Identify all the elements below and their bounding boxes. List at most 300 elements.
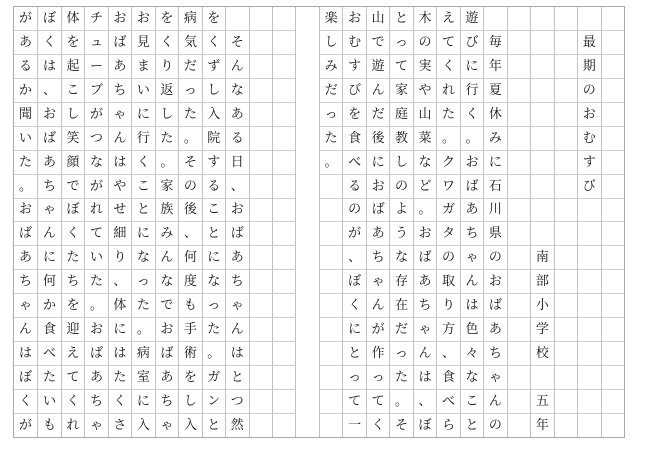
grid-cell: た <box>132 293 154 317</box>
grid-cell <box>250 317 272 341</box>
grid-cell: が <box>343 221 365 245</box>
grid-cell: そ <box>179 150 201 174</box>
grid-cell: た <box>179 102 201 126</box>
grid-cell: し <box>390 150 412 174</box>
grid-cell: 石 <box>484 174 506 198</box>
grid-cell: い <box>85 245 107 269</box>
grid-cell <box>531 150 553 174</box>
grid-cell: 々 <box>461 341 483 365</box>
grid-cell: い <box>38 389 60 413</box>
manuscript-column <box>413 7 436 437</box>
grid-cell: お <box>367 174 389 198</box>
grid-cell: え <box>441 10 455 26</box>
grid-cell <box>508 341 530 365</box>
grid-cell: ク <box>437 150 459 174</box>
grid-cell: を <box>160 10 174 26</box>
grid-cell: が <box>85 102 107 126</box>
grid-cell: ば <box>14 221 37 245</box>
grid-cell: の <box>437 245 459 269</box>
grid-cell: 顔 <box>62 150 84 174</box>
manuscript-column <box>436 7 459 437</box>
grid-cell: だ <box>367 102 389 126</box>
grid-cell: 校 <box>531 341 553 365</box>
grid-cell <box>273 7 295 30</box>
grid-cell: っ <box>390 30 412 54</box>
grid-cell: お <box>14 198 37 222</box>
grid-cell: び <box>461 30 483 54</box>
grid-cell: か <box>38 293 60 317</box>
grid-cell: と <box>203 413 225 437</box>
grid-cell: ぼ <box>62 198 84 222</box>
grid-cell: く <box>14 389 37 413</box>
grid-cell: の <box>179 174 201 198</box>
grid-cell: 方 <box>437 317 459 341</box>
grid-cell: 食 <box>343 126 365 150</box>
grid-cell: ガ <box>437 198 459 222</box>
grid-cell: の <box>484 245 506 269</box>
grid-cell: ん <box>484 389 506 413</box>
grid-cell: 病 <box>183 10 197 26</box>
grid-cell: 院 <box>203 126 225 150</box>
grid-cell: ん <box>414 341 436 365</box>
grid-cell: り <box>156 54 178 78</box>
grid-cell: あ <box>85 365 107 389</box>
grid-cell: ち <box>85 389 107 413</box>
grid-cell: で <box>156 293 178 317</box>
grid-cell <box>273 221 295 245</box>
grid-cell: さ <box>109 413 131 437</box>
grid-cell: お <box>414 221 436 245</box>
grid-cell: 県 <box>484 221 506 245</box>
manuscript-column <box>272 7 295 437</box>
grid-cell: 体 <box>109 293 131 317</box>
grid-cell: く <box>343 293 365 317</box>
grid-cell: 家 <box>156 174 178 198</box>
grid-cell: ゃ <box>367 269 389 293</box>
grid-cell: て <box>390 54 412 78</box>
grid-cell: ゃ <box>85 413 107 437</box>
grid-cell <box>508 293 530 317</box>
grid-cell <box>320 198 342 222</box>
grid-cell: た <box>38 365 60 389</box>
grid-cell: つ <box>85 126 107 150</box>
grid-cell: た <box>320 126 342 150</box>
grid-cell: た <box>437 102 459 126</box>
grid-cell: お <box>348 10 362 26</box>
grid-cell: 何 <box>179 245 201 269</box>
grid-cell: す <box>203 150 225 174</box>
grid-cell: 、 <box>109 269 131 293</box>
grid-cell <box>602 413 624 437</box>
grid-cell <box>602 389 624 413</box>
grid-cell: ち <box>484 341 506 365</box>
grid-cell: い <box>14 126 37 150</box>
manuscript-column <box>530 7 553 437</box>
grid-cell: ん <box>109 126 131 150</box>
grid-cell: こ <box>62 78 84 102</box>
grid-cell <box>508 78 530 102</box>
grid-cell: ん <box>367 78 389 102</box>
grid-cell: 山 <box>414 102 436 126</box>
grid-cell: に <box>109 317 131 341</box>
grid-cell: こ <box>132 174 154 198</box>
grid-cell: た <box>14 150 37 174</box>
grid-cell: ん <box>367 293 389 317</box>
grid-cell: べ <box>343 150 365 174</box>
grid-cell: 。 <box>414 198 436 222</box>
manuscript-column <box>108 7 131 437</box>
grid-cell: う <box>390 221 412 245</box>
grid-cell: と <box>395 10 409 26</box>
grid-cell: な <box>226 78 248 102</box>
grid-cell: な <box>132 245 154 269</box>
grid-cell: ら <box>437 413 459 437</box>
grid-cell: の <box>484 413 506 437</box>
grid-cell: し <box>203 78 225 102</box>
grid-cell: あ <box>461 198 483 222</box>
grid-cell: あ <box>484 317 506 341</box>
grid-cell <box>555 365 577 389</box>
manuscript-column <box>249 7 272 437</box>
grid-cell: あ <box>226 102 248 126</box>
grid-cell: ん <box>461 269 483 293</box>
grid-cell: あ <box>414 269 436 293</box>
grid-cell: ど <box>414 174 436 198</box>
grid-cell: と <box>203 221 225 245</box>
grid-cell: 。 <box>461 126 483 150</box>
grid-cell <box>578 317 600 341</box>
grid-cell: の <box>343 198 365 222</box>
grid-cell <box>555 198 577 222</box>
grid-cell: 一 <box>343 413 365 437</box>
manuscript-sheet <box>13 6 625 438</box>
grid-cell <box>250 389 272 413</box>
grid-cell <box>250 78 272 102</box>
grid-cell: チ <box>89 10 103 26</box>
grid-cell: だ <box>320 78 342 102</box>
grid-cell: 在 <box>390 293 412 317</box>
grid-cell: は <box>38 54 60 78</box>
grid-cell <box>320 341 342 365</box>
grid-cell <box>320 174 342 198</box>
grid-cell <box>250 54 272 78</box>
grid-cell <box>531 365 553 389</box>
grid-cell: だ <box>390 317 412 341</box>
grid-cell: っ <box>132 269 154 293</box>
grid-cell: 。 <box>156 150 178 174</box>
grid-cell: 病 <box>132 341 154 365</box>
grid-cell: に <box>203 245 225 269</box>
grid-cell: を <box>343 102 365 126</box>
grid-cell: 行 <box>461 78 483 102</box>
grid-cell <box>602 245 624 269</box>
grid-cell: こ <box>461 389 483 413</box>
grid-cell: 存 <box>390 269 412 293</box>
grid-cell <box>602 78 624 102</box>
grid-cell: 実 <box>414 54 436 78</box>
grid-cell: は <box>14 341 37 365</box>
grid-cell: た <box>109 365 131 389</box>
grid-cell: ゃ <box>156 413 178 437</box>
grid-cell <box>320 269 342 293</box>
grid-cell: 入 <box>203 102 225 126</box>
grid-cell <box>273 198 295 222</box>
grid-cell <box>273 365 295 389</box>
grid-cell: ち <box>226 269 248 293</box>
grid-cell: ぼ <box>414 413 436 437</box>
grid-cell <box>602 198 624 222</box>
grid-cell: 。 <box>85 293 107 317</box>
grid-cell: 迎 <box>62 317 84 341</box>
grid-cell <box>578 7 600 30</box>
grid-cell: ゃ <box>226 293 248 317</box>
grid-cell <box>531 78 553 102</box>
grid-cell: な <box>461 365 483 389</box>
grid-cell: ば <box>461 174 483 198</box>
grid-cell: 五 <box>531 389 553 413</box>
grid-cell: が <box>85 174 107 198</box>
grid-cell: ち <box>367 245 389 269</box>
grid-cell: ま <box>132 54 154 78</box>
grid-cell <box>531 198 553 222</box>
grid-cell: る <box>14 54 37 78</box>
grid-cell: 族 <box>156 198 178 222</box>
grid-cell <box>250 174 272 198</box>
grid-cell <box>578 341 600 365</box>
grid-cell <box>273 389 295 413</box>
grid-cell: ん <box>14 317 37 341</box>
grid-cell: た <box>390 365 412 389</box>
grid-cell: ゃ <box>461 245 483 269</box>
grid-cell: に <box>132 221 154 245</box>
grid-cell <box>602 102 624 126</box>
grid-cell: む <box>343 30 365 54</box>
grid-cell: ば <box>109 30 131 54</box>
grid-cell: ワ <box>437 174 459 198</box>
grid-cell <box>602 269 624 293</box>
manuscript-column <box>14 7 37 437</box>
grid-cell: く <box>109 389 131 413</box>
grid-cell: ん <box>38 221 60 245</box>
grid-cell: と <box>343 341 365 365</box>
grid-cell: と <box>226 365 248 389</box>
grid-cell: 家 <box>390 78 412 102</box>
grid-cell: く <box>437 54 459 78</box>
grid-cell <box>320 413 342 437</box>
grid-cell: お <box>461 150 483 174</box>
grid-cell <box>555 102 577 126</box>
manuscript-column <box>202 7 225 437</box>
grid-cell: 、 <box>343 245 365 269</box>
grid-cell <box>602 221 624 245</box>
grid-cell: す <box>343 54 365 78</box>
grid-cell <box>273 102 295 126</box>
grid-cell <box>250 293 272 317</box>
grid-cell <box>508 30 530 54</box>
grid-cell <box>273 413 295 437</box>
grid-cell: し <box>179 389 201 413</box>
grid-cell <box>250 245 272 269</box>
grid-cell <box>508 389 530 413</box>
grid-cell: ん <box>226 54 248 78</box>
grid-cell: ぼ <box>43 10 57 26</box>
grid-cell: か <box>14 78 37 102</box>
grid-cell: 返 <box>156 78 178 102</box>
grid-cell: を <box>62 293 84 317</box>
grid-cell: る <box>343 174 365 198</box>
grid-cell <box>508 269 530 293</box>
grid-cell: っ <box>320 102 342 126</box>
grid-cell: ち <box>38 174 60 198</box>
grid-cell: 夏 <box>484 78 506 102</box>
grid-cell: く <box>132 150 154 174</box>
grid-cell <box>320 389 342 413</box>
grid-cell: 木 <box>418 10 432 26</box>
grid-cell <box>250 150 272 174</box>
grid-cell <box>508 317 530 341</box>
grid-cell: 部 <box>531 269 553 293</box>
grid-cell <box>508 221 530 245</box>
grid-cell: お <box>136 10 150 26</box>
grid-cell: な <box>156 269 178 293</box>
grid-cell: び <box>343 78 365 102</box>
grid-cell: ン <box>203 389 225 413</box>
grid-cell: み <box>320 54 342 78</box>
grid-cell <box>602 174 624 198</box>
grid-cell: ゃ <box>414 317 436 341</box>
grid-cell <box>555 245 577 269</box>
grid-cell: ば <box>226 221 248 245</box>
grid-cell: に <box>367 150 389 174</box>
grid-cell <box>508 198 530 222</box>
grid-cell: そ <box>226 30 248 54</box>
grid-cell: ば <box>85 341 107 365</box>
grid-cell: は <box>109 341 131 365</box>
grid-cell: 山 <box>371 10 385 26</box>
grid-cell: せ <box>109 198 131 222</box>
grid-cell: 。 <box>132 317 154 341</box>
grid-cell <box>578 245 600 269</box>
grid-cell <box>484 7 506 30</box>
grid-cell: た <box>156 126 178 150</box>
grid-cell <box>531 7 553 30</box>
grid-cell: ん <box>156 245 178 269</box>
manuscript-column <box>483 7 506 437</box>
grid-cell <box>508 150 530 174</box>
grid-cell: を <box>207 10 221 26</box>
grid-cell <box>250 198 272 222</box>
grid-cell: あ <box>38 150 60 174</box>
grid-cell <box>320 245 342 269</box>
grid-cell <box>602 30 624 54</box>
grid-cell <box>555 150 577 174</box>
grid-cell <box>602 54 624 78</box>
grid-cell <box>273 269 295 293</box>
grid-cell <box>531 102 553 126</box>
grid-cell: 作 <box>367 341 389 365</box>
manuscript-column <box>577 7 600 437</box>
grid-cell: み <box>484 126 506 150</box>
grid-cell: ば <box>414 245 436 269</box>
grid-cell: 、 <box>226 174 248 198</box>
grid-cell: れ <box>437 78 459 102</box>
grid-cell: も <box>38 413 60 437</box>
grid-cell <box>320 221 342 245</box>
grid-cell: 年 <box>531 413 553 437</box>
grid-cell <box>555 78 577 102</box>
grid-cell <box>555 7 577 30</box>
grid-cell: っ <box>390 341 412 365</box>
grid-cell <box>273 245 295 269</box>
manuscript-column <box>178 7 201 437</box>
grid-cell: 最 <box>578 30 600 54</box>
grid-cell <box>508 7 530 30</box>
grid-cell: 。 <box>14 174 37 198</box>
grid-cell: な <box>414 150 436 174</box>
grid-cell: て <box>343 389 365 413</box>
grid-cell: な <box>203 269 225 293</box>
grid-cell <box>531 54 553 78</box>
grid-cell: 気 <box>179 30 201 54</box>
grid-cell <box>250 269 272 293</box>
grid-cell <box>531 126 553 150</box>
grid-cell: ち <box>109 78 131 102</box>
grid-cell: や <box>414 78 436 102</box>
grid-cell: 。 <box>390 389 412 413</box>
grid-cell: 休 <box>484 102 506 126</box>
grid-cell <box>531 174 553 198</box>
grid-cell: ち <box>156 389 178 413</box>
grid-cell: 後 <box>367 126 389 150</box>
grid-cell: ガ <box>203 365 225 389</box>
grid-cell <box>578 413 600 437</box>
grid-cell <box>508 174 530 198</box>
manuscript-column <box>84 7 107 437</box>
manuscript-column <box>366 7 389 437</box>
grid-cell: お <box>38 102 60 126</box>
grid-cell: あ <box>226 245 248 269</box>
grid-cell: タ <box>437 221 459 245</box>
grid-cell <box>508 54 530 78</box>
grid-cell: ゃ <box>484 365 506 389</box>
grid-cell: ゃ <box>38 198 60 222</box>
grid-cell: 聞 <box>14 102 37 126</box>
grid-cell: に <box>38 245 60 269</box>
grid-cell <box>555 293 577 317</box>
grid-cell: ち <box>414 293 436 317</box>
grid-cell: 入 <box>179 413 201 437</box>
grid-cell <box>273 341 295 365</box>
grid-cell <box>273 126 295 150</box>
grid-cell <box>250 341 272 365</box>
grid-cell: よ <box>390 198 412 222</box>
grid-cell: っ <box>203 293 225 317</box>
grid-cell: 細 <box>109 221 131 245</box>
grid-cell: ゃ <box>109 102 131 126</box>
grid-cell <box>508 245 530 269</box>
grid-cell <box>555 317 577 341</box>
manuscript-column <box>507 7 530 437</box>
grid-cell: 。 <box>179 126 201 150</box>
grid-cell: 川 <box>484 198 506 222</box>
grid-cell: 教 <box>390 126 412 150</box>
grid-cell: お <box>156 317 178 341</box>
grid-cell: は <box>461 293 483 317</box>
grid-cell <box>508 126 530 150</box>
manuscript-column <box>37 7 60 437</box>
grid-cell: た <box>62 245 84 269</box>
grid-cell <box>273 30 295 54</box>
